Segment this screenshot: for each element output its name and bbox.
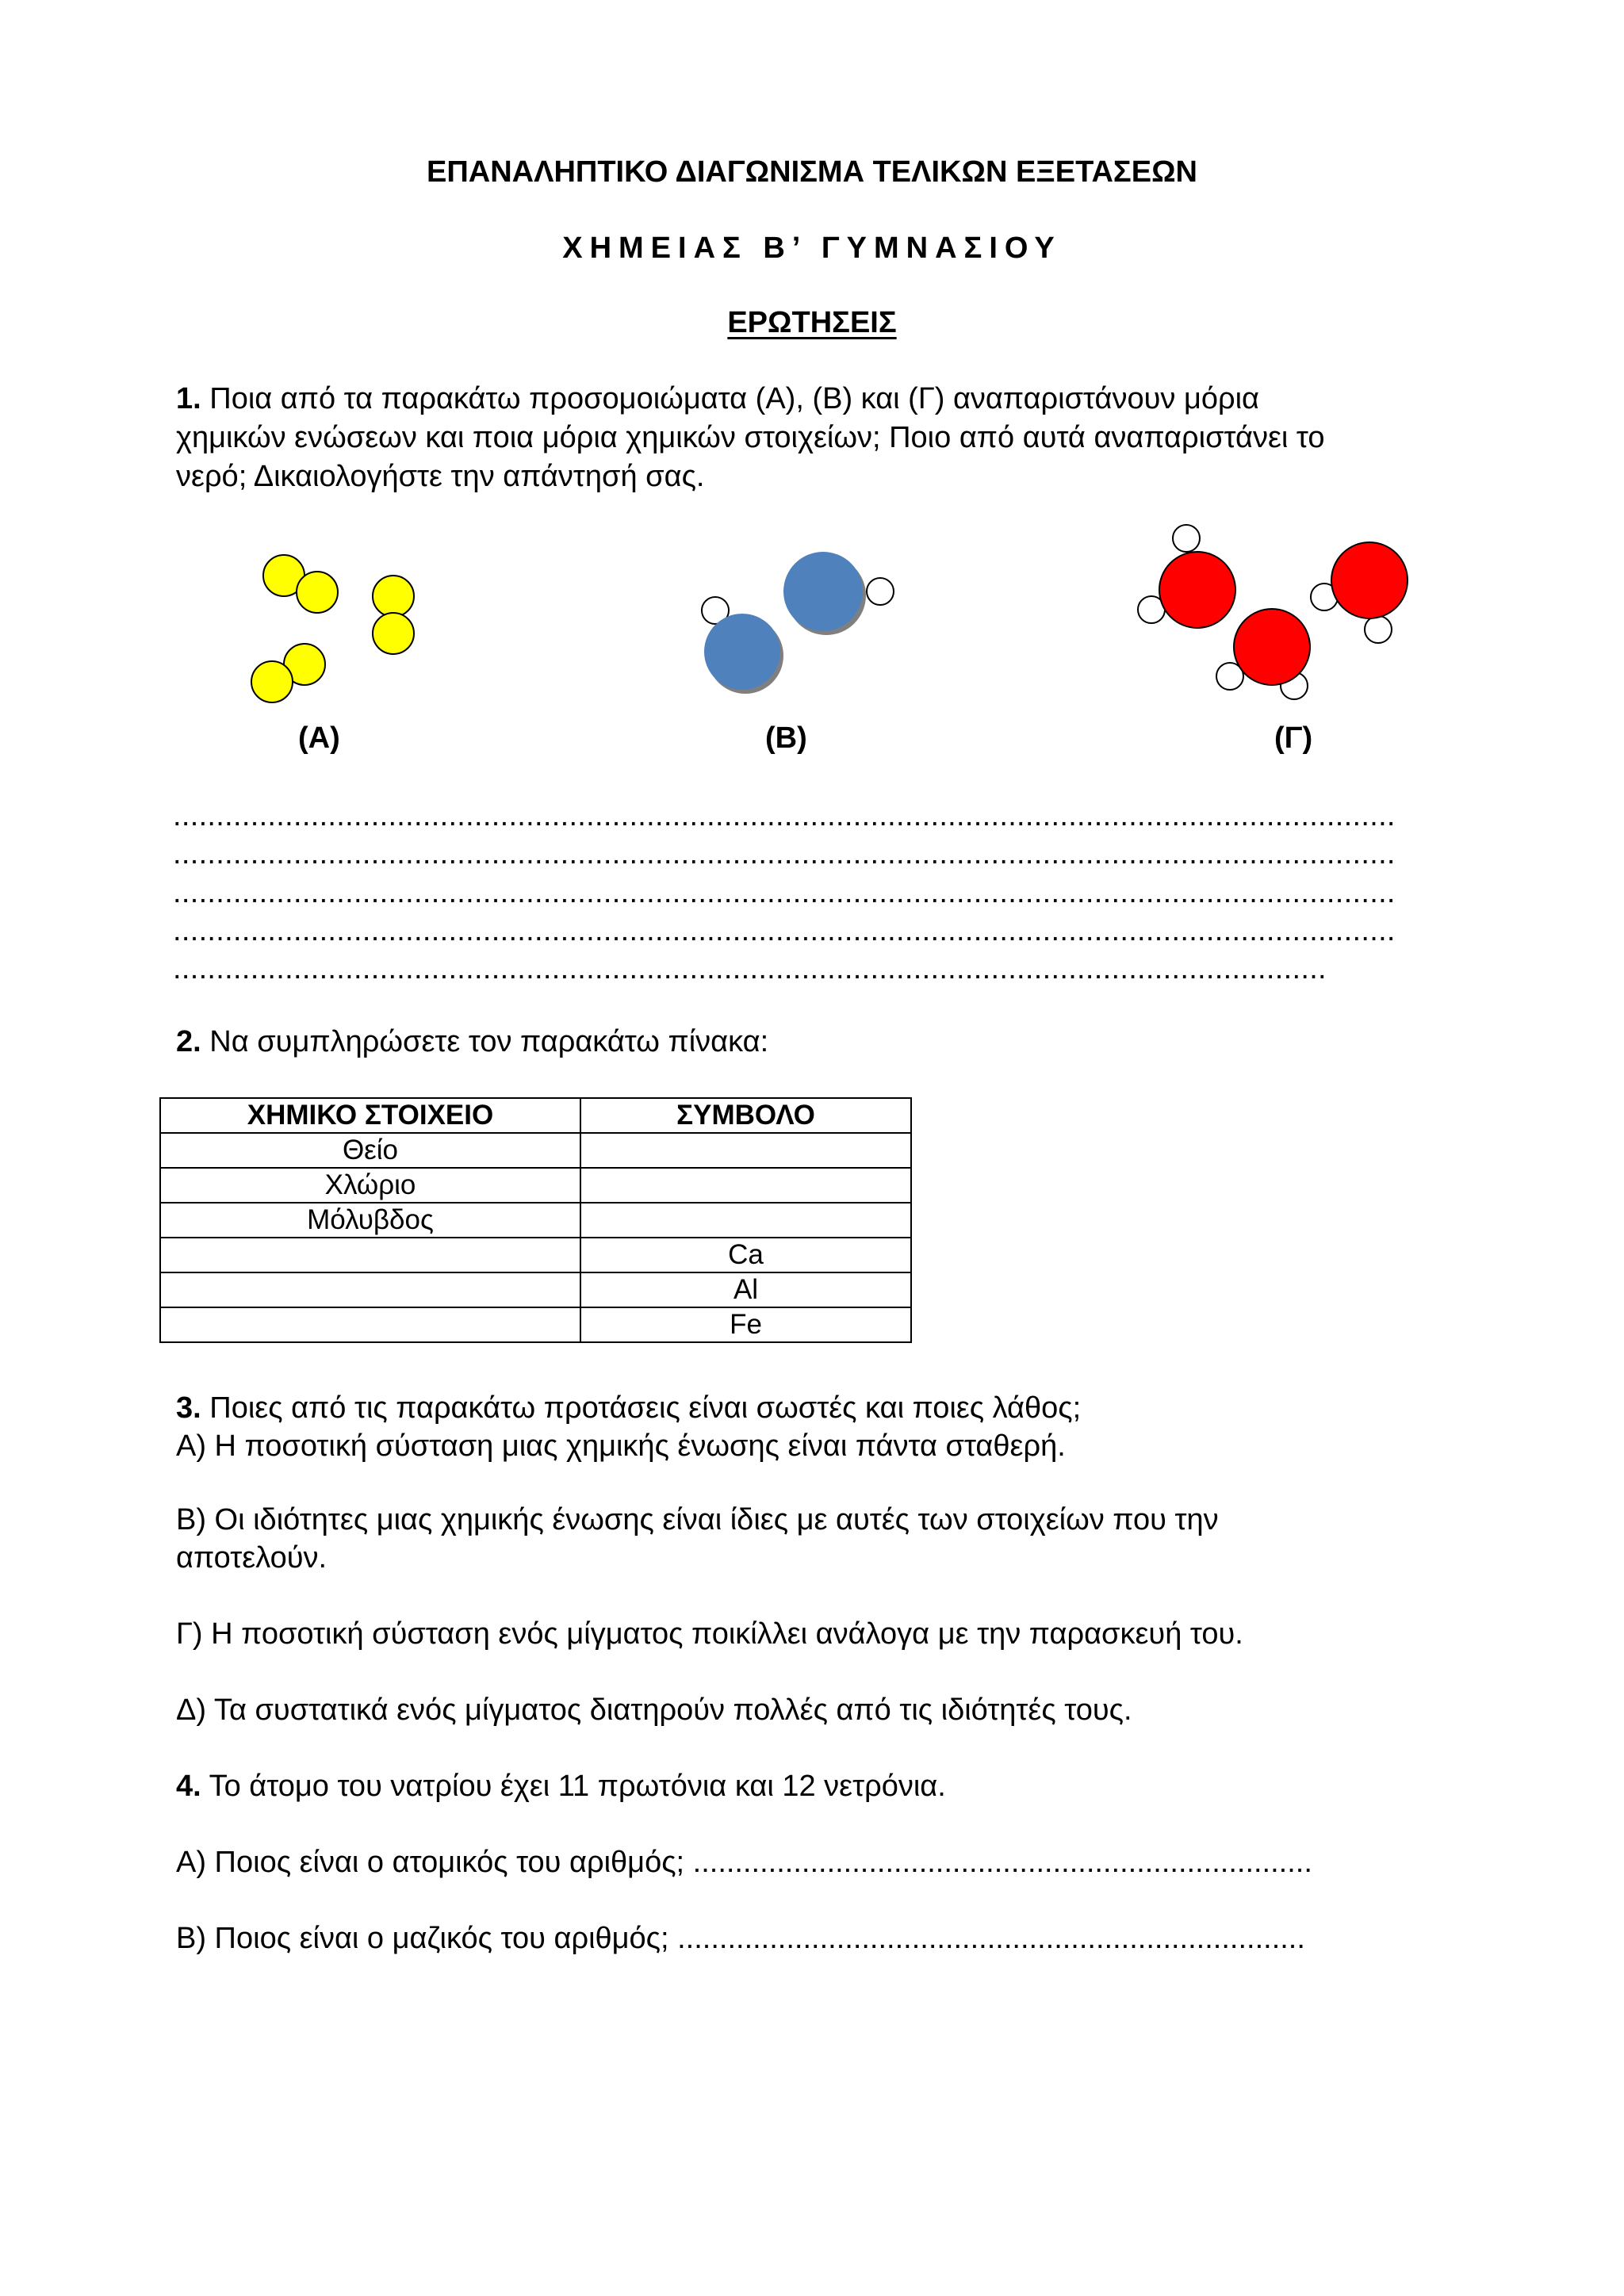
table-row	[160, 1133, 911, 1168]
symbol-cell[interactable]	[580, 1168, 911, 1203]
answer-line[interactable]: ..............................................................................................................................................	[173, 799, 1396, 832]
model-label-c: (Γ)	[1274, 721, 1313, 755]
table-row	[160, 1238, 911, 1272]
q4-atomic-number[interactable]: Α) Ποιος είναι ο ατομικός του αριθμός; ..........................................................................	[176, 1846, 1312, 1879]
q3-statement-b-line-2: αποτελούν.	[176, 1541, 327, 1575]
q1-line-2: χημικών ενώσεων και ποια μόρια χημικών στοιχείων; Ποιο από αυτά αναπαριστάνει το	[176, 421, 1325, 454]
section-heading: ΕΡΩΤΗΣΕΙΣ	[727, 306, 897, 339]
column-header-symbol: ΣΥΜΒΟΛΟ	[580, 1098, 911, 1133]
atom-yellow	[297, 572, 338, 613]
atom-yellow	[373, 613, 414, 654]
atom-blue	[783, 552, 863, 631]
answer-line[interactable]: ..............................................................................................................................................	[173, 914, 1396, 947]
element-cell: Θείο	[160, 1133, 580, 1168]
atom-red	[1331, 542, 1408, 618]
model-a-element-molecules	[251, 555, 414, 702]
element-cell[interactable]	[160, 1307, 580, 1342]
q1-line-1: 1. Ποια από τα παρακάτω προσομοιώματα (Α), (Β) και (Γ) αναπαριστάνουν μόρια	[176, 382, 1260, 415]
answer-line[interactable]: ..............................................................................................................................................	[173, 837, 1396, 871]
atom-white	[1365, 616, 1392, 643]
q4-number: 4.	[176, 1770, 201, 1803]
atom-white	[1173, 525, 1200, 552]
answer-line[interactable]: ......................................................................................................................................	[173, 952, 1327, 985]
model-c-water-molecules	[1138, 525, 1408, 699]
symbol-cell: Fe	[580, 1307, 911, 1342]
table-row	[160, 1168, 911, 1203]
symbol-cell[interactable]	[580, 1133, 911, 1168]
table-row	[160, 1272, 911, 1307]
molecule-models	[0, 0, 1624, 761]
element-cell[interactable]	[160, 1238, 580, 1272]
column-header-element: ΧΗΜΙΚΟ ΣΤΟΙΧΕΙΟ	[160, 1098, 580, 1133]
table-row	[160, 1307, 911, 1342]
element-cell[interactable]	[160, 1272, 580, 1307]
model-b-molecules	[702, 552, 894, 690]
q3-number: 3.	[176, 1391, 201, 1425]
q4-mass-number[interactable]: Β) Ποιος είναι ο μαζικός του αριθμός; ...........................................................................	[176, 1922, 1305, 1955]
q2-text: 2. Να συμπληρώσετε τον παρακάτω πίνακα:	[176, 1025, 769, 1058]
model-label-b: (Β)	[765, 721, 807, 755]
atom-blue	[704, 614, 780, 690]
element-cell: Μόλυβδος	[160, 1203, 580, 1238]
q1-number: 1.	[176, 382, 201, 415]
element-cell: Χλώριο	[160, 1168, 580, 1203]
atom-white	[867, 578, 894, 605]
q3-statement-c: Γ) Η ποσοτική σύσταση ενός μίγματος ποικίλλει ανάλογα με την παρασκευή του.	[176, 1617, 1243, 1651]
symbol-cell[interactable]	[580, 1203, 911, 1238]
symbol-cell: Ca	[580, 1238, 911, 1272]
atom-red	[1234, 609, 1310, 685]
q3-text: 3. Ποιες από τις παρακάτω προτάσεις είναι σωστές και ποιες λάθος;	[176, 1391, 1082, 1425]
table-header-row	[160, 1098, 911, 1133]
q1-line-3: νερό; Δικαιολογήστε την απάντησή σας.	[176, 460, 705, 493]
q4-text: 4. Το άτομο του νατρίου έχει 11 πρωτόνια και 12 νετρόνια.	[176, 1770, 946, 1803]
q3-statement-b-line-1: Β) Οι ιδιότητες μιας χημικής ένωσης είναι ίδιες με αυτές των στοιχείων που την	[176, 1503, 1219, 1536]
atom-yellow	[373, 576, 414, 617]
q3-statement-a: Α) Η ποσοτική σύσταση μιας χημικής ένωσης είναι πάντα σταθερή.	[176, 1429, 1066, 1463]
q3-statement-d: Δ) Τα συστατικά ενός μίγματος διατηρούν πολλές από τις ιδιότητές τους.	[176, 1693, 1132, 1727]
elements-table	[159, 1097, 912, 1343]
answer-line[interactable]: ..............................................................................................................................................	[173, 876, 1396, 909]
atom-yellow	[251, 661, 293, 702]
exam-title: ΕΠΑΝΑΛΗΠΤΙΚΟ ΔΙΑΓΩΝΙΣΜΑ ΤΕΛΙΚΩΝ ΕΞΕΤΑΣΕΩΝ	[426, 155, 1197, 189]
exam-subtitle: ΧΗΜΕΙΑΣ Β’ ΓΥΜΝΑΣΙΟΥ	[562, 232, 1062, 265]
table-row	[160, 1203, 911, 1238]
atom-red	[1159, 552, 1235, 628]
model-label-a: (Α)	[298, 721, 340, 755]
q2-number: 2.	[176, 1025, 201, 1058]
symbol-cell: Al	[580, 1272, 911, 1307]
